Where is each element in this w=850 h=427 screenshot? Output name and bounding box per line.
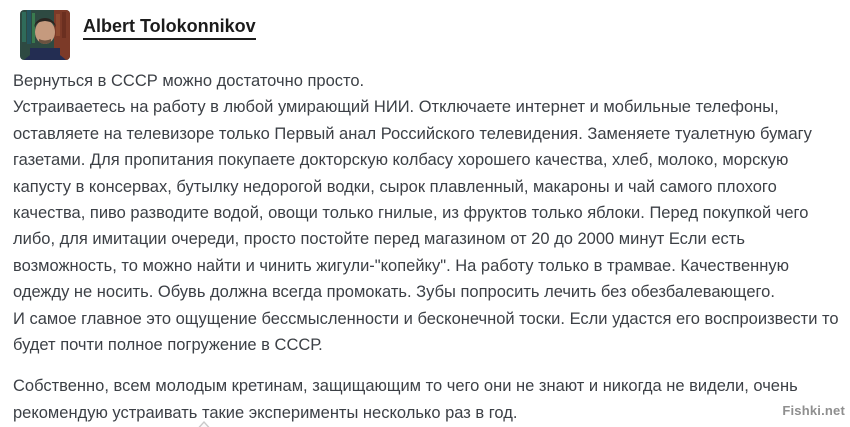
avatar-photo [20, 10, 70, 60]
avatar[interactable] [20, 10, 70, 60]
next-comment-pointer-icon [193, 421, 215, 427]
post-text-recommendation: Собственно, всем молодым кретинам, защищающим то чего они не знают и никогда не видели, очень рекомендую устраивать такие эксперименты несколько раз в год. [13, 377, 798, 422]
post-text-conclusion: И самое главное это ощущение бессмысленности и бесконечной тоски. Если удастся его воспроизвести то будет почти полное погружение в СССР. [13, 309, 839, 355]
watermark: Fishki.net [782, 403, 845, 418]
post-text-line-intro: Вернуться в СССР можно достаточно просто. [13, 72, 365, 90]
post-text-main: Устраиваетесь на работу в любой умирающий НИИ. Отключаете интернет и мобильные телефоны, оставляете на телевизоре только Первый анал Российского телевидения. Заменяете туалетную бумагу газетами. Для пропитания покупаете докторскую колбасу хорошего качества, хлеб, молоко, морскую капусту в консервах, бутылку недорогой водки, сырок плавленный, макароны и чай самого плохого качества, пиво разводите водой, овощи только гнилые, из фруктов только яблоки. Перед покупкой чего либо, для имитации очереди, просто постойте перед магазином от 20 до 2000 минут Если есть возможность, то можно найти и чинить жигули-"копейку". На работу только в трамвае. Качественную одежду не носить. Обувь должна всегда промокать. Зубы попросить лечить без обезбалевающего. [13, 98, 812, 302]
post-content [0, 62, 850, 426]
author-link[interactable]: Albert Tolokonnikov [83, 16, 256, 40]
post-header [0, 0, 850, 62]
